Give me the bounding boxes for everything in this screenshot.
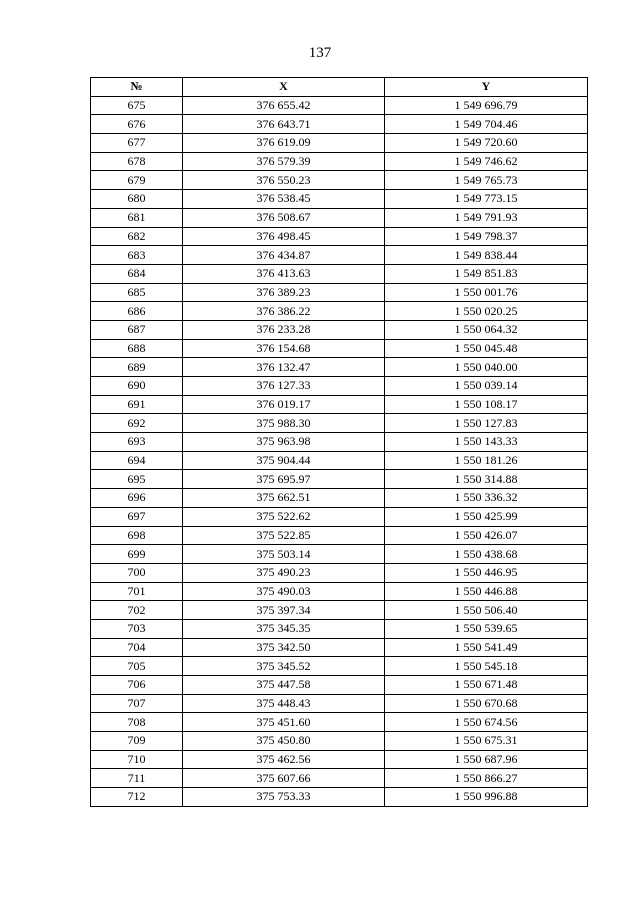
cell-y: 1 549 838.44 — [385, 246, 588, 265]
cell-y: 1 549 696.79 — [385, 96, 588, 115]
cell-y: 1 550 127.83 — [385, 414, 588, 433]
cell-number: 695 — [91, 470, 183, 489]
cell-y: 1 549 773.15 — [385, 190, 588, 209]
cell-y: 1 550 674.56 — [385, 713, 588, 732]
cell-number: 691 — [91, 395, 183, 414]
cell-number: 709 — [91, 732, 183, 751]
table-row — [91, 96, 588, 115]
cell-x: 375 503.14 — [183, 545, 385, 564]
table-row — [91, 451, 588, 470]
cell-x: 375 462.56 — [183, 750, 385, 769]
cell-number: 706 — [91, 676, 183, 695]
cell-y: 1 550 996.88 — [385, 788, 588, 807]
cell-x: 375 450.80 — [183, 732, 385, 751]
table-row — [91, 489, 588, 508]
cell-y: 1 550 314.88 — [385, 470, 588, 489]
cell-y: 1 550 143.33 — [385, 433, 588, 452]
cell-number: 683 — [91, 246, 183, 265]
cell-x: 375 345.52 — [183, 657, 385, 676]
cell-number: 681 — [91, 208, 183, 227]
cell-x: 376 434.87 — [183, 246, 385, 265]
header-x: X — [183, 78, 385, 97]
cell-number: 679 — [91, 171, 183, 190]
table-row — [91, 750, 588, 769]
cell-y: 1 550 039.14 — [385, 377, 588, 396]
table-row — [91, 190, 588, 209]
cell-x: 375 490.03 — [183, 582, 385, 601]
cell-x: 375 448.43 — [183, 694, 385, 713]
cell-x: 375 662.51 — [183, 489, 385, 508]
cell-x: 376 498.45 — [183, 227, 385, 246]
table-row — [91, 264, 588, 283]
cell-y: 1 550 866.27 — [385, 769, 588, 788]
cell-y: 1 550 671.48 — [385, 676, 588, 695]
cell-number: 710 — [91, 750, 183, 769]
table-row — [91, 414, 588, 433]
cell-y: 1 549 704.46 — [385, 115, 588, 134]
cell-x: 376 550.23 — [183, 171, 385, 190]
cell-number: 692 — [91, 414, 183, 433]
cell-x: 376 413.63 — [183, 264, 385, 283]
cell-x: 375 988.30 — [183, 414, 385, 433]
table-row — [91, 601, 588, 620]
cell-number: 708 — [91, 713, 183, 732]
table-row — [91, 676, 588, 695]
cell-x: 375 522.62 — [183, 507, 385, 526]
cell-number: 712 — [91, 788, 183, 807]
table-row — [91, 526, 588, 545]
table-row — [91, 171, 588, 190]
cell-y: 1 550 426.07 — [385, 526, 588, 545]
cell-number: 689 — [91, 358, 183, 377]
cell-number: 711 — [91, 769, 183, 788]
table-row — [91, 246, 588, 265]
cell-x: 376 233.28 — [183, 320, 385, 339]
table-row — [91, 582, 588, 601]
cell-x: 375 695.97 — [183, 470, 385, 489]
table-row — [91, 152, 588, 171]
cell-number: 694 — [91, 451, 183, 470]
table-row — [91, 769, 588, 788]
cell-x: 376 619.09 — [183, 134, 385, 153]
cell-number: 685 — [91, 283, 183, 302]
cell-number: 707 — [91, 694, 183, 713]
cell-number: 682 — [91, 227, 183, 246]
table-row — [91, 619, 588, 638]
cell-x: 376 655.42 — [183, 96, 385, 115]
table-row — [91, 320, 588, 339]
cell-number: 675 — [91, 96, 183, 115]
cell-x: 376 538.45 — [183, 190, 385, 209]
cell-x: 376 127.33 — [183, 377, 385, 396]
cell-y: 1 550 045.48 — [385, 339, 588, 358]
cell-number: 678 — [91, 152, 183, 171]
table-row — [91, 638, 588, 657]
cell-number: 704 — [91, 638, 183, 657]
table-header-row — [91, 78, 588, 97]
cell-x: 375 447.58 — [183, 676, 385, 695]
cell-number: 676 — [91, 115, 183, 134]
cell-x: 375 963.98 — [183, 433, 385, 452]
cell-y: 1 549 791.93 — [385, 208, 588, 227]
table-row — [91, 227, 588, 246]
cell-y: 1 550 670.68 — [385, 694, 588, 713]
cell-y: 1 550 064.32 — [385, 320, 588, 339]
table-row — [91, 208, 588, 227]
cell-number: 688 — [91, 339, 183, 358]
cell-y: 1 550 446.95 — [385, 563, 588, 582]
cell-x: 376 019.17 — [183, 395, 385, 414]
cell-x: 376 508.67 — [183, 208, 385, 227]
table-row — [91, 115, 588, 134]
table-row — [91, 339, 588, 358]
cell-number: 677 — [91, 134, 183, 153]
cell-x: 376 643.71 — [183, 115, 385, 134]
page-number: 137 — [308, 45, 332, 61]
cell-x: 375 522.85 — [183, 526, 385, 545]
cell-number: 701 — [91, 582, 183, 601]
cell-x: 375 345.35 — [183, 619, 385, 638]
cell-x: 375 753.33 — [183, 788, 385, 807]
cell-number: 700 — [91, 563, 183, 582]
cell-y: 1 550 108.17 — [385, 395, 588, 414]
cell-y: 1 549 720.60 — [385, 134, 588, 153]
cell-number: 684 — [91, 264, 183, 283]
cell-number: 693 — [91, 433, 183, 452]
table-row — [91, 358, 588, 377]
cell-number: 702 — [91, 601, 183, 620]
table-row — [91, 732, 588, 751]
cell-x: 375 342.50 — [183, 638, 385, 657]
cell-y: 1 550 040.00 — [385, 358, 588, 377]
cell-y: 1 550 001.76 — [385, 283, 588, 302]
cell-y: 1 550 687.96 — [385, 750, 588, 769]
table-row — [91, 545, 588, 564]
table-row — [91, 657, 588, 676]
table-row — [91, 694, 588, 713]
table-row — [91, 377, 588, 396]
cell-y: 1 550 545.18 — [385, 657, 588, 676]
cell-y: 1 550 425.99 — [385, 507, 588, 526]
cell-number: 698 — [91, 526, 183, 545]
cell-x: 375 490.23 — [183, 563, 385, 582]
cell-x: 376 386.22 — [183, 302, 385, 321]
cell-y: 1 549 746.62 — [385, 152, 588, 171]
cell-x: 376 132.47 — [183, 358, 385, 377]
cell-number: 696 — [91, 489, 183, 508]
cell-y: 1 550 539.65 — [385, 619, 588, 638]
table-row — [91, 283, 588, 302]
cell-y: 1 550 675.31 — [385, 732, 588, 751]
cell-y: 1 550 020.25 — [385, 302, 588, 321]
cell-x: 376 389.23 — [183, 283, 385, 302]
cell-number: 690 — [91, 377, 183, 396]
table-row — [91, 395, 588, 414]
cell-y: 1 549 851.83 — [385, 264, 588, 283]
cell-number: 699 — [91, 545, 183, 564]
cell-number: 697 — [91, 507, 183, 526]
table-row — [91, 788, 588, 807]
cell-number: 686 — [91, 302, 183, 321]
header-number: № — [91, 78, 183, 97]
cell-x: 375 904.44 — [183, 451, 385, 470]
cell-y: 1 550 506.40 — [385, 601, 588, 620]
cell-y: 1 550 438.68 — [385, 545, 588, 564]
coordinates-table — [90, 77, 588, 807]
cell-y: 1 549 798.37 — [385, 227, 588, 246]
cell-x: 376 154.68 — [183, 339, 385, 358]
cell-number: 687 — [91, 320, 183, 339]
cell-y: 1 550 181.26 — [385, 451, 588, 470]
cell-y: 1 550 446.88 — [385, 582, 588, 601]
table-row — [91, 470, 588, 489]
table-row — [91, 507, 588, 526]
table-body — [91, 96, 588, 806]
table-row — [91, 433, 588, 452]
table-row — [91, 302, 588, 321]
cell-x: 375 451.60 — [183, 713, 385, 732]
cell-number: 703 — [91, 619, 183, 638]
cell-x: 375 607.66 — [183, 769, 385, 788]
cell-x: 375 397.34 — [183, 601, 385, 620]
cell-number: 680 — [91, 190, 183, 209]
cell-number: 705 — [91, 657, 183, 676]
cell-y: 1 550 541.49 — [385, 638, 588, 657]
table-row — [91, 134, 588, 153]
cell-y: 1 550 336.32 — [385, 489, 588, 508]
table-row — [91, 713, 588, 732]
header-y: Y — [385, 78, 588, 97]
table-row — [91, 563, 588, 582]
cell-x: 376 579.39 — [183, 152, 385, 171]
cell-y: 1 549 765.73 — [385, 171, 588, 190]
